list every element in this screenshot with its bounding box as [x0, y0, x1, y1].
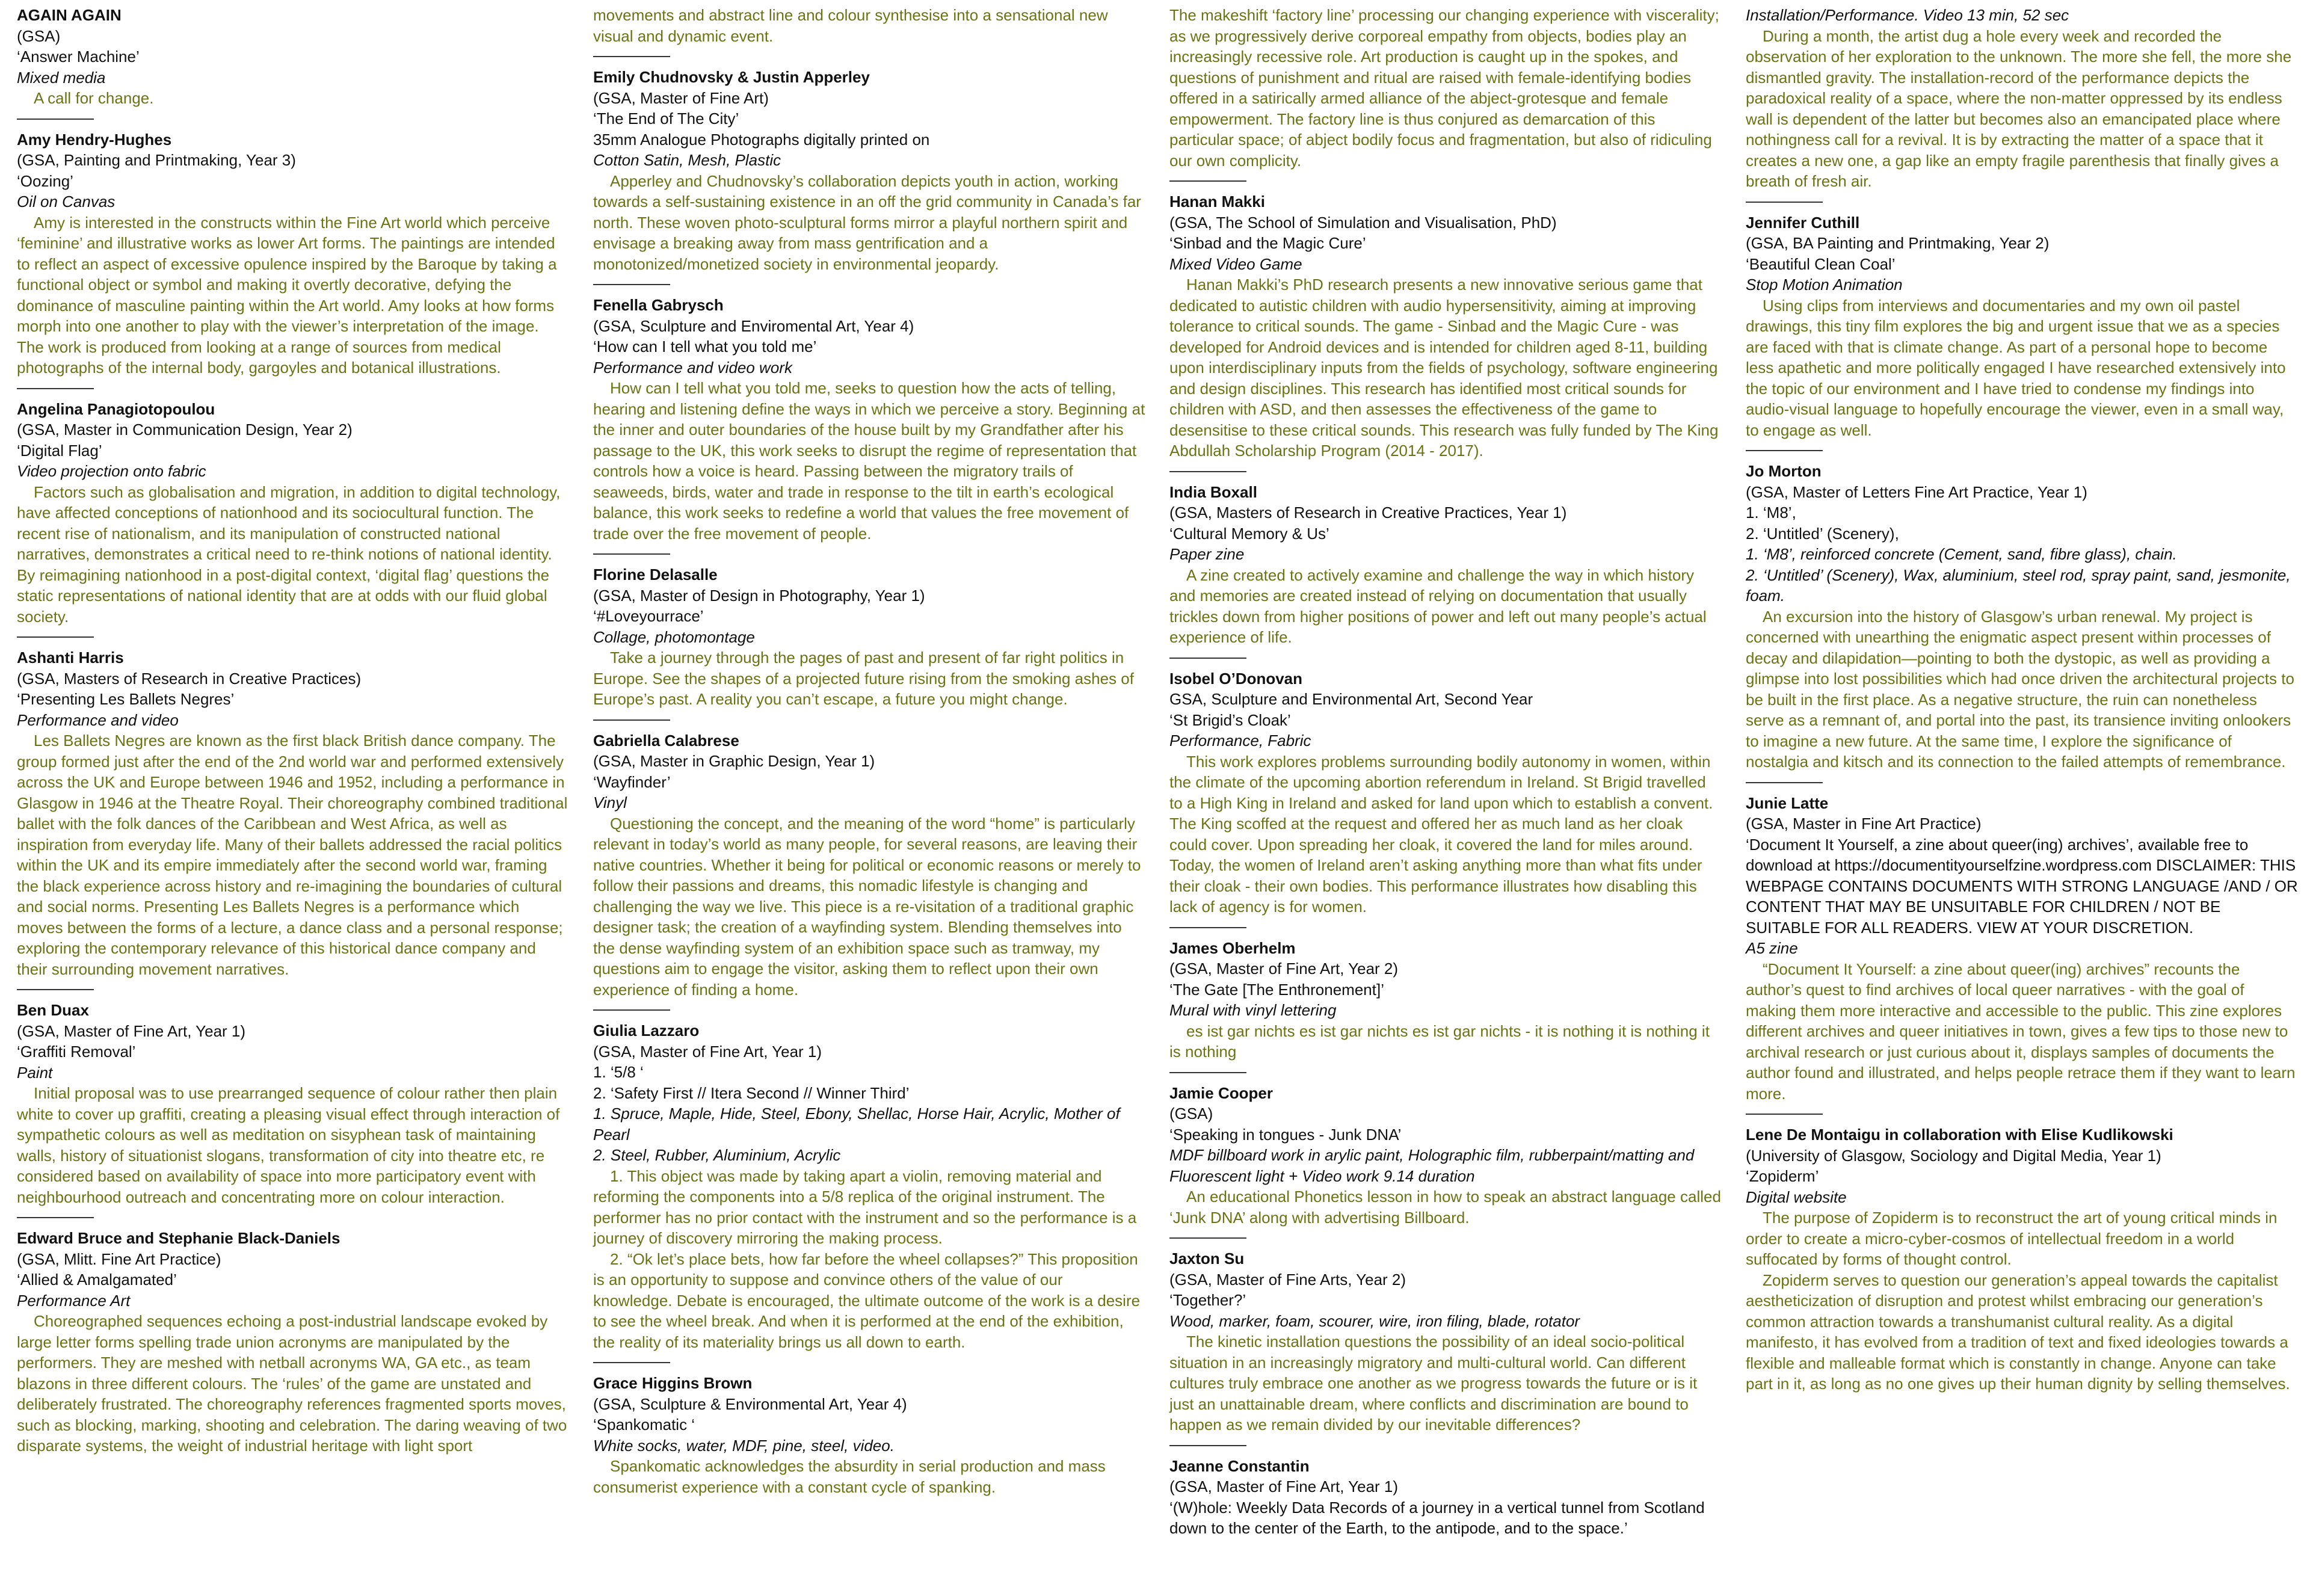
entry-separator [1169, 1445, 1246, 1446]
entry-separator [17, 989, 94, 990]
artist-name: AGAIN AGAIN [17, 6, 122, 24]
artwork-title: ‘#Loveyourrace’ [593, 607, 704, 625]
artwork-medium: Collage, photomontage [593, 627, 755, 646]
artwork-medium: 2. Steel, Rubber, Aluminium, Acrylic [593, 1146, 841, 1164]
artwork-entry [593, 1373, 1145, 1497]
artwork-description: es ist gar nichts es ist gar nichts es ist gar nichts - it is nothing it is nothing it is nothing [1169, 1021, 1710, 1061]
artwork-medium: Cotton Satin, Mesh, Plastic [593, 151, 781, 169]
artwork-entry [1746, 461, 2298, 772]
artwork-title: 2. ‘Untitled’ (Scenery), [1746, 524, 1899, 543]
entry-separator [17, 636, 94, 638]
artist-name: Jamie Cooper [1169, 1083, 1273, 1102]
entry-separator [593, 1009, 670, 1011]
artwork-entry [593, 564, 1145, 710]
artwork-title: ‘St Brigid’s Cloak’ [1169, 710, 1291, 729]
artist-affiliation: (GSA, Master of Letters Fine Art Practice, Year 1) [1746, 482, 2087, 501]
artist-affiliation: (GSA, Master in Communication Design, Year 2) [17, 421, 353, 439]
entry-continuation [1169, 5, 1722, 171]
artwork-medium: Video projection onto fabric [17, 462, 206, 480]
entry-separator [17, 119, 94, 120]
artwork-entry [1169, 1083, 1722, 1228]
artwork-description: The purpose of Zopiderm is to reconstruct the art of young critical minds in order to create a micro-cyber-cosmos of intellectual freedom in a world suffocated by forms of thought control. [1746, 1209, 2278, 1268]
artwork-entry [1169, 1248, 1722, 1435]
artist-affiliation: (GSA, Master of Fine Art) [593, 88, 769, 107]
artwork-title: ‘Beautiful Clean Coal’ [1746, 254, 1896, 273]
artwork-description: A call for change. [34, 89, 154, 107]
entry-separator [593, 56, 670, 57]
artist-name: Emily Chudnovsky & Justin Apperley [593, 68, 870, 86]
artwork-entry [17, 399, 569, 627]
artwork-title: ‘Together?’ [1169, 1291, 1246, 1309]
artwork-description: Questioning the concept, and the meaning of the word “home” is particularly relevant in today’s world as many people, for several reasons, are leaving their native countries. Whether it being for political or economic reasons or merely to follow their passions and dreams, this nomadic lifestyle is changing and challenging the way we live. This piece is a re-visitation of a traditional graphic designer task; the creation of a wayfinding system. Blending themselves into the dense wayfinding system of an exhibition space such as tramway, my questions aim to engage the visitor, asking them to reflect upon their own experience of finding a home. [593, 814, 1141, 999]
catalogue-column [17, 5, 569, 1596]
artwork-entry [17, 1000, 569, 1207]
artwork-entry [17, 129, 569, 378]
artist-affiliation: (GSA, Master of Fine Art, Year 1) [593, 1042, 822, 1061]
artist-affiliation: (GSA, Master of Fine Arts, Year 2) [1169, 1270, 1406, 1289]
artwork-medium: Mixed media [17, 68, 106, 87]
artwork-description: Choreographed sequences echoing a post-industrial landscape evoked by large letter forms spelling trade union acronyms are manipulated by the performers. They are meshed with netball acronyms WA, GA etc., as team blazons in three different colours. The ‘rules’ of the game are unstated and deliberately frustrated. The choreography references fragmented sports moves, such as blocking, marking, shooting and celebration. The daring weaving of two disparate systems, the weight of industrial heritage with light sport [17, 1312, 567, 1455]
artwork-description: Using clips from interviews and documentaries and my own oil pastel drawings, this tiny film explores the big and urgent issue that we as a species are faced with that is climate change. As part of a personal hope to become less apathetic and more politically engaged I have researched extensively into the topic of our environment and I have tried to condense my findings into audio-visual language to hopefully encourage the viewer, even in a small way, to engage as well. [1746, 296, 2286, 439]
artwork-medium: Performance and video work [593, 358, 792, 377]
artwork-title: ‘Zopiderm’ [1746, 1167, 1819, 1185]
artwork-description: 1. This object was made by taking apart a violin, removing material and reforming the components into a 5/8 replica of the original instrument. The performer has no prior contact with the instrument and so the performance is a journey of discovery mirroring the making process. [593, 1166, 1137, 1247]
artist-name: Grace Higgins Brown [593, 1374, 753, 1392]
artwork-title: ‘Spankomatic ‘ [593, 1416, 695, 1434]
entry-description: During a month, the artist dug a hole every week and recorded the observation of her exploration to the unknown. The more she fell, the more she dismantled gravity. The installation-record of the performance depicts the paradoxical reality of a space, where the non-matter oppressed by its endless wall is dependent of the latter but becomes also an emancipated place where nothingness call for a revival. It is by extracting the matter of a space that it creates a new one, a gap like an empty fragile parenthesis that finally gives a breath of fresh air. [1746, 26, 2292, 190]
entry-separator [593, 284, 670, 285]
artwork-description: Zopiderm serves to question our generation’s appeal towards the capitalist aestheticization of disruption and protest whilst embracing our generation’s common attraction towards a transhumanist cultural reality. As a digital manifesto, it has evolved from a tradition of text and fixed ideologies towards a flexible and malleable format which is constantly in change. Anyone can take part in it, as long as no one gives up their human dignity by selling themselves. [1746, 1271, 2290, 1393]
artist-name: Edward Bruce and Stephanie Black-Daniels [17, 1229, 340, 1247]
artwork-description: Spankomatic acknowledges the absurdity in serial production and mass consumerist experience with a constant cycle of spanking. [593, 1457, 1106, 1496]
artwork-medium: Wood, marker, foam, scourer, wire, iron filing, blade, rotator [1169, 1311, 1580, 1330]
artwork-medium: 1. ‘M8’, reinforced concrete (Cement, sand, fibre glass), chain. [1746, 545, 2177, 563]
artist-affiliation: (GSA, Master of Fine Art, Year 2) [1169, 960, 1399, 978]
entry-separator [17, 388, 94, 389]
entry-separator [1169, 927, 1246, 928]
artwork-description: How can I tell what you told me, seeks to question how the acts of telling, hearing and listening define the ways in which we perceive a story. Beginning at the inner and outer boundaries of the house built by my Grandfather after his passage to the UK, this work seeks to disrupt the regime of representation that controls how a voice is heard. Passing between the migratory trails of seaweeds, birds, water and trade in response to the tilt in earth’s ecological balance, this work seeks to redefine a world that values the free movement of trade over the free movement of people. [593, 379, 1145, 543]
artwork-medium: Performance, Fabric [1169, 732, 1311, 750]
artwork-medium: Performance Art [17, 1291, 131, 1310]
artwork-medium: Paper zine [1169, 545, 1245, 563]
artwork-medium: 2. ‘Untitled’ (Scenery), Wax, aluminium, steel rod, spray paint, sand, jesmonite, foam. [1746, 565, 2291, 605]
artwork-title: ‘Digital Flag’ [17, 441, 102, 460]
artwork-description: Factors such as globalisation and migration, in addition to digital technology, have affected conceptions of nationhood and its sociocultural function. The recent rise of nationalism, and its manipulation of constructed national narratives, demonstrates a critical need to re-think notions of national identity. By reimagining nationhood in a post-digital context, ‘digital flag’ questions the static representations of national identity that are at odds with our fluid global society. [17, 482, 561, 626]
catalogue-column [1746, 5, 2298, 1596]
artist-name: James Oberhelm [1169, 938, 1296, 957]
artwork-description: 2. “Ok let’s place bets, how far before the wheel collapses?” This proposition is an opportunity to suppose and convince others of the value of our knowledge. Debate is encouraged, the ultimate outcome of the work is a desire to see the wheel break. And when it is performed at the end of the exhibition, the reality of its materiality brings us all down to earth. [593, 1249, 1141, 1351]
entry-separator [17, 1217, 94, 1218]
artist-name: Jennifer Cuthill [1746, 213, 1860, 232]
artist-affiliation: (GSA, Masters of Research in Creative Practices, Year 1) [1169, 504, 1567, 522]
artist-name: Isobel O’Donovan [1169, 669, 1303, 688]
artwork-medium: 1. Spruce, Maple, Hide, Steel, Ebony, Shellac, Horse Hair, Acrylic, Mother of Pearl [593, 1105, 1120, 1144]
entry-separator [1169, 180, 1246, 182]
artist-name: Jo Morton [1746, 462, 1822, 480]
artwork-description: Hanan Makki’s PhD research presents a new innovative serious game that dedicated to autistic children with audio hypersensitivity, aiming at improving tolerance to critical sounds. The game - Sinbad and the Magic Cure - was developed for Android devices and is intended for children aged 8-11, building upon interdisciplinary inputs from the fields of psychology, software engineering and design disciplines. This research has identified most critical sounds for children with ASD, and then assesses the effectiveness of the game to desensitise to these critical sounds. This research was fully funded by The King Abdullah Scholarship Program (2014 - 2017). [1169, 276, 1719, 460]
artwork-entry [1169, 191, 1722, 461]
artist-affiliation: (GSA, The School of Simulation and Visualisation, PhD) [1169, 213, 1557, 232]
artwork-medium: Digital website [1746, 1188, 1847, 1206]
artist-name: Giulia Lazzaro [593, 1021, 700, 1040]
entry-separator [1746, 202, 1823, 203]
entry-separator [593, 1362, 670, 1363]
artwork-description: Les Ballets Negres are known as the first black British dance company. The group formed just after the end of the 2nd world war and performed extensively across the UK and Europe between 1946 and 1952, including a performance in Glasgow in 1946 at the Theatre Royal. Their choreography combined traditional ballet with the folk dances of the Caribbean and West Africa, as well as inspiration from everyday life. Many of their ballets addressed the racial politics within the UK and its empire immediately after the second world war, framing the black experience across history and re-imagining the boundaries of cultural and social norms. Presenting Les Ballets Negres is a performance which moves between the forms of a lecture, a dance class and a personal response; exploring the contemporary relevance of this historical dance company and their surrounding movement narratives. [17, 732, 568, 978]
artist-affiliation: (University of Glasgow, Sociology and Digital Media, Year 1) [1746, 1146, 2161, 1165]
artist-affiliation: (GSA, Master in Fine Art Practice) [1746, 815, 1982, 833]
artwork-medium: Performance and video [17, 710, 179, 729]
artwork-title: ‘Wayfinder’ [593, 772, 671, 791]
artwork-title: ‘(W)hole: Weekly Data Records of a journey in a vertical tunnel from Scotland down to the center of the Earth, to the antipode, and to the space.’ [1169, 1498, 1705, 1537]
catalogue-column [1169, 5, 1722, 1596]
artist-name: Jaxton Su [1169, 1249, 1245, 1268]
catalogue-column [593, 5, 1145, 1596]
artwork-medium: Paint [17, 1063, 53, 1082]
artwork-title: ‘The Gate [The Enthronement]’ [1169, 980, 1384, 999]
entry-continuation [1746, 5, 2298, 192]
entry-separator [593, 553, 670, 555]
artist-name: Jeanne Constantin [1169, 1456, 1310, 1475]
entry-separator [1169, 1237, 1246, 1239]
artwork-detail: 35mm Analogue Photographs digitally printed on [593, 130, 930, 149]
artwork-entry [1169, 938, 1722, 1062]
artwork-medium: Vinyl [593, 793, 627, 812]
artist-affiliation: (GSA, Master in Graphic Design, Year 1) [593, 752, 875, 770]
artwork-entry [593, 1020, 1145, 1352]
entry-medium: Installation/Performance. Video 13 min, 52 sec [1746, 6, 2069, 24]
artist-affiliation: (GSA, Masters of Research in Creative Practices) [17, 669, 362, 688]
entry-description: The makeshift ‘factory line’ processing our changing experience with viscerality; as we progressively derive corporeal empathy from objects, bodies play an increasingly recessive role. Art production is caught up in the spokes, and questions of punishment and ritual are raised with female-identifying bodies offered in a satirically armed alliance of the abject-grotesque and female empowerment. The factory line is thus conjured as demarcation of this particular space; of abject bodily focus and fragmentation, but also of ridiculing our own complicity. [1169, 6, 1719, 170]
entry-separator [1746, 1114, 1823, 1115]
artwork-title: ‘Allied & Amalgamated’ [17, 1271, 177, 1289]
artwork-medium: Oil on Canvas [17, 193, 116, 211]
artwork-description: “Document It Yourself: a zine about queer(ing) archives” recounts the author’s quest to find archives of local queer narratives - with the goal of making them more interactive and accessible to the public. This zine explores different archives and queer initiatives in town, gives a few tips to those new to archival research or just curious about it, displays samples of documents the author found and illustrated, and helps people retrace them if they want to learn more. [1746, 960, 2296, 1103]
artwork-title: ‘Sinbad and the Magic Cure’ [1169, 234, 1366, 252]
artwork-entry [17, 1228, 569, 1456]
artist-name: Ben Duax [17, 1001, 89, 1019]
artwork-description: A zine created to actively examine and challenge the way in which history and memories are created instead of relying on documentation that usually trickles down from higher positions of power and left out many people’s actual experience of life. [1169, 565, 1707, 646]
artist-affiliation: (GSA, Master of Design in Photography, Year 1) [593, 586, 925, 605]
artwork-entry [1746, 1124, 2298, 1394]
artwork-description: An excursion into the history of Glasgow’s urban renewal. My project is concerned with unearthing the enigmatic aspect present within processes of decay and dilapidation—pointing to both the dystopic, as well as providing a glimpse into lost possibilities which had once driven the architectural projects to be built in the first place. As a negative structure, the ruin can nonetheless serve as a remnant of, and portal into the past, its transience inviting onlookers to imagine a new future. At the same time, I explore the significance of nostalgia and kitsch and its connection to the failed attempts of remembrance. [1746, 607, 2294, 771]
artist-affiliation: GSA, Sculpture and Environmental Art, Second Year [1169, 690, 1533, 708]
artwork-entry [593, 67, 1145, 274]
artwork-medium: White socks, water, MDF, pine, steel, video. [593, 1436, 895, 1455]
entry-separator [1746, 450, 1823, 451]
artwork-entry [1746, 212, 2298, 441]
entry-separator [1746, 782, 1823, 783]
artwork-medium: MDF billboard work in arylic paint, Holographic film, rubberpaint/matting and Fluorescent light + Video work 9.14 duration [1169, 1146, 1695, 1185]
artwork-medium: A5 zine [1746, 939, 1798, 957]
artwork-title: ‘Speaking in tongues - Junk DNA’ [1169, 1125, 1402, 1144]
artwork-title: ‘The End of The City’ [593, 109, 739, 128]
artwork-title: ‘Cultural Memory & Us’ [1169, 524, 1329, 543]
entry-separator [1169, 471, 1246, 472]
entry-separator [1169, 1072, 1246, 1073]
artist-name: Hanan Makki [1169, 193, 1265, 211]
artwork-entry [593, 295, 1145, 544]
artwork-entry [17, 647, 569, 979]
artwork-title: ‘How can I tell what you told me’ [593, 337, 817, 356]
artist-name: Ashanti Harris [17, 649, 124, 667]
artwork-medium: Mural with vinyl lettering [1169, 1001, 1337, 1019]
artist-name: Lene De Montaigu in collaboration with Elise Kudlikowski [1746, 1126, 2173, 1144]
artist-name: Fenella Gabrysch [593, 296, 724, 314]
artwork-title: ‘Presenting Les Ballets Negres’ [17, 690, 235, 708]
artwork-title: 1. ‘M8’, [1746, 504, 1796, 522]
artwork-description: Apperley and Chudnovsky’s collaboration depicts youth in action, working towards a self-sustaining existence in an off the grid community in Canada’s far north. These woven photo-sculptural forms mirror a playful northern spirit and envisage a breaking away from mass gentrification and a monotonized/monetized society in environmental jeopardy. [593, 171, 1141, 273]
artwork-description: Initial proposal was to use prearranged sequence of colour rather then plain white to cover up graffiti, creating a pleasing visual effect through interaction of sympathetic colours as well as meditation on sisyphean task of maintaining walls, history of situationist slogans, transformation of city into theatre etc, re considered based on availability of space into more participatory event with neighbourhood outreach and concentrating more on colour interaction. [17, 1084, 560, 1206]
artist-affiliation: (GSA) [17, 26, 61, 45]
artist-name: Florine Delasalle [593, 565, 718, 584]
artwork-description: Amy is interested in the constructs within the Fine Art world which perceive ‘feminine’ and illustrative works as lower Art forms. The paintings are intended to reflect an aspect of excessive opulence inspired by the Baroque by taking a functional object or symbol and making it overtly decorative, defying the dominance of masculine painting within the Art world. Amy looks at how forms morph into one another to play with the viewer’s interpretation of the image. The work is produced from looking at a range of sources from medical photographs of the internal body, gargoyles and botanical illustrations. [17, 213, 557, 377]
artist-affiliation: (GSA, Sculpture and Enviromental Art, Year 4) [593, 316, 914, 335]
artist-name: Angelina Panagiotopoulou [17, 399, 215, 418]
artist-name: Gabriella Calabrese [593, 731, 739, 750]
artwork-entry [1746, 793, 2298, 1105]
artist-affiliation: (GSA, Master of Fine Art, Year 1) [17, 1021, 246, 1040]
artist-affiliation: (GSA, Sculpture & Environmental Art, Year 4) [593, 1394, 907, 1413]
entry-description: movements and abstract line and colour synthesise into a sensational new visual and dynamic event. [593, 6, 1108, 45]
artwork-title: 2. ‘Safety First // Itera Second // Winner Third’ [593, 1083, 910, 1102]
artist-affiliation: (GSA, Mlitt. Fine Art Practice) [17, 1249, 221, 1268]
artwork-title: ‘Answer Machine’ [17, 48, 140, 66]
artist-affiliation: (GSA, BA Painting and Printmaking, Year 2) [1746, 234, 2050, 252]
entry-continuation [593, 5, 1145, 46]
entry-separator [593, 719, 670, 721]
artwork-medium: Stop Motion Animation [1746, 276, 1903, 294]
artwork-entry [593, 730, 1145, 1000]
artist-name: Junie Latte [1746, 793, 1829, 812]
artwork-entry [1169, 668, 1722, 917]
artwork-description: Take a journey through the pages of past and present of far right politics in Europe. See the shapes of a projected future rising from the smoking ashes of Europe’s past. A reality you can’t escape, a future you might change. [593, 649, 1134, 708]
artwork-title: 1. ‘5/8 ‘ [593, 1063, 644, 1081]
artwork-medium: Mixed Video Game [1169, 254, 1302, 273]
artist-name: India Boxall [1169, 482, 1257, 501]
artwork-title: ‘Graffiti Removal’ [17, 1043, 136, 1061]
artist-affiliation: (GSA, Master of Fine Art, Year 1) [1169, 1477, 1399, 1496]
artwork-description: An educational Phonetics lesson in how to speak an abstract language called ‘Junk DNA’ along with advertising Billboard. [1169, 1188, 1721, 1227]
entry-separator [1169, 658, 1246, 659]
artist-name: Amy Hendry-Hughes [17, 130, 172, 149]
artwork-description: This work explores problems surrounding bodily autonomy in women, within the climate of the upcoming abortion referendum in Ireland. St Brigid travelled to a High King in Ireland and asked for land upon which to establish a convent. The King scoffed at the request and offered her as much land as her cloak could cover. Upon spreading her cloak, it covered the land for miles around. Today, the women of Ireland aren’t asking anything more than what fits under their cloak - their own bodies. This performance illustrates how disabling this lack of agency is for women. [1169, 752, 1713, 916]
artwork-description: The kinetic installation questions the possibility of an ideal socio-political situation in an increasingly migratory and multi-cultural world. Can different cultures truly embrace one another as we progress towards the future or is it just an unattainable dream, where conflicts and discrimination are bound to happen as we remain divided by our inevitable differences? [1169, 1333, 1698, 1434]
artwork-entry [1169, 1456, 1722, 1539]
artwork-entry [17, 5, 569, 109]
artwork-title: ‘Document It Yourself, a zine about queer(ing) archives’, available free to download at https://documentityourselfzine.wordpress.com DISCLAIMER: THIS WEBPAGE CONTAINS DOCUMENTS WITH STRONG LANGUAGE /AND / OR CONTENT THAT MAY BE UNSUITABLE FOR CHILDREN / NOT BE SUITABLE FOR ALL READERS. VIEW AT YOUR DISCRETION. [1746, 835, 2298, 937]
artwork-title: ‘Oozing’ [17, 171, 73, 190]
artist-affiliation: (GSA) [1169, 1105, 1213, 1123]
artwork-entry [1169, 482, 1722, 648]
artist-affiliation: (GSA, Painting and Printmaking, Year 3) [17, 151, 296, 169]
